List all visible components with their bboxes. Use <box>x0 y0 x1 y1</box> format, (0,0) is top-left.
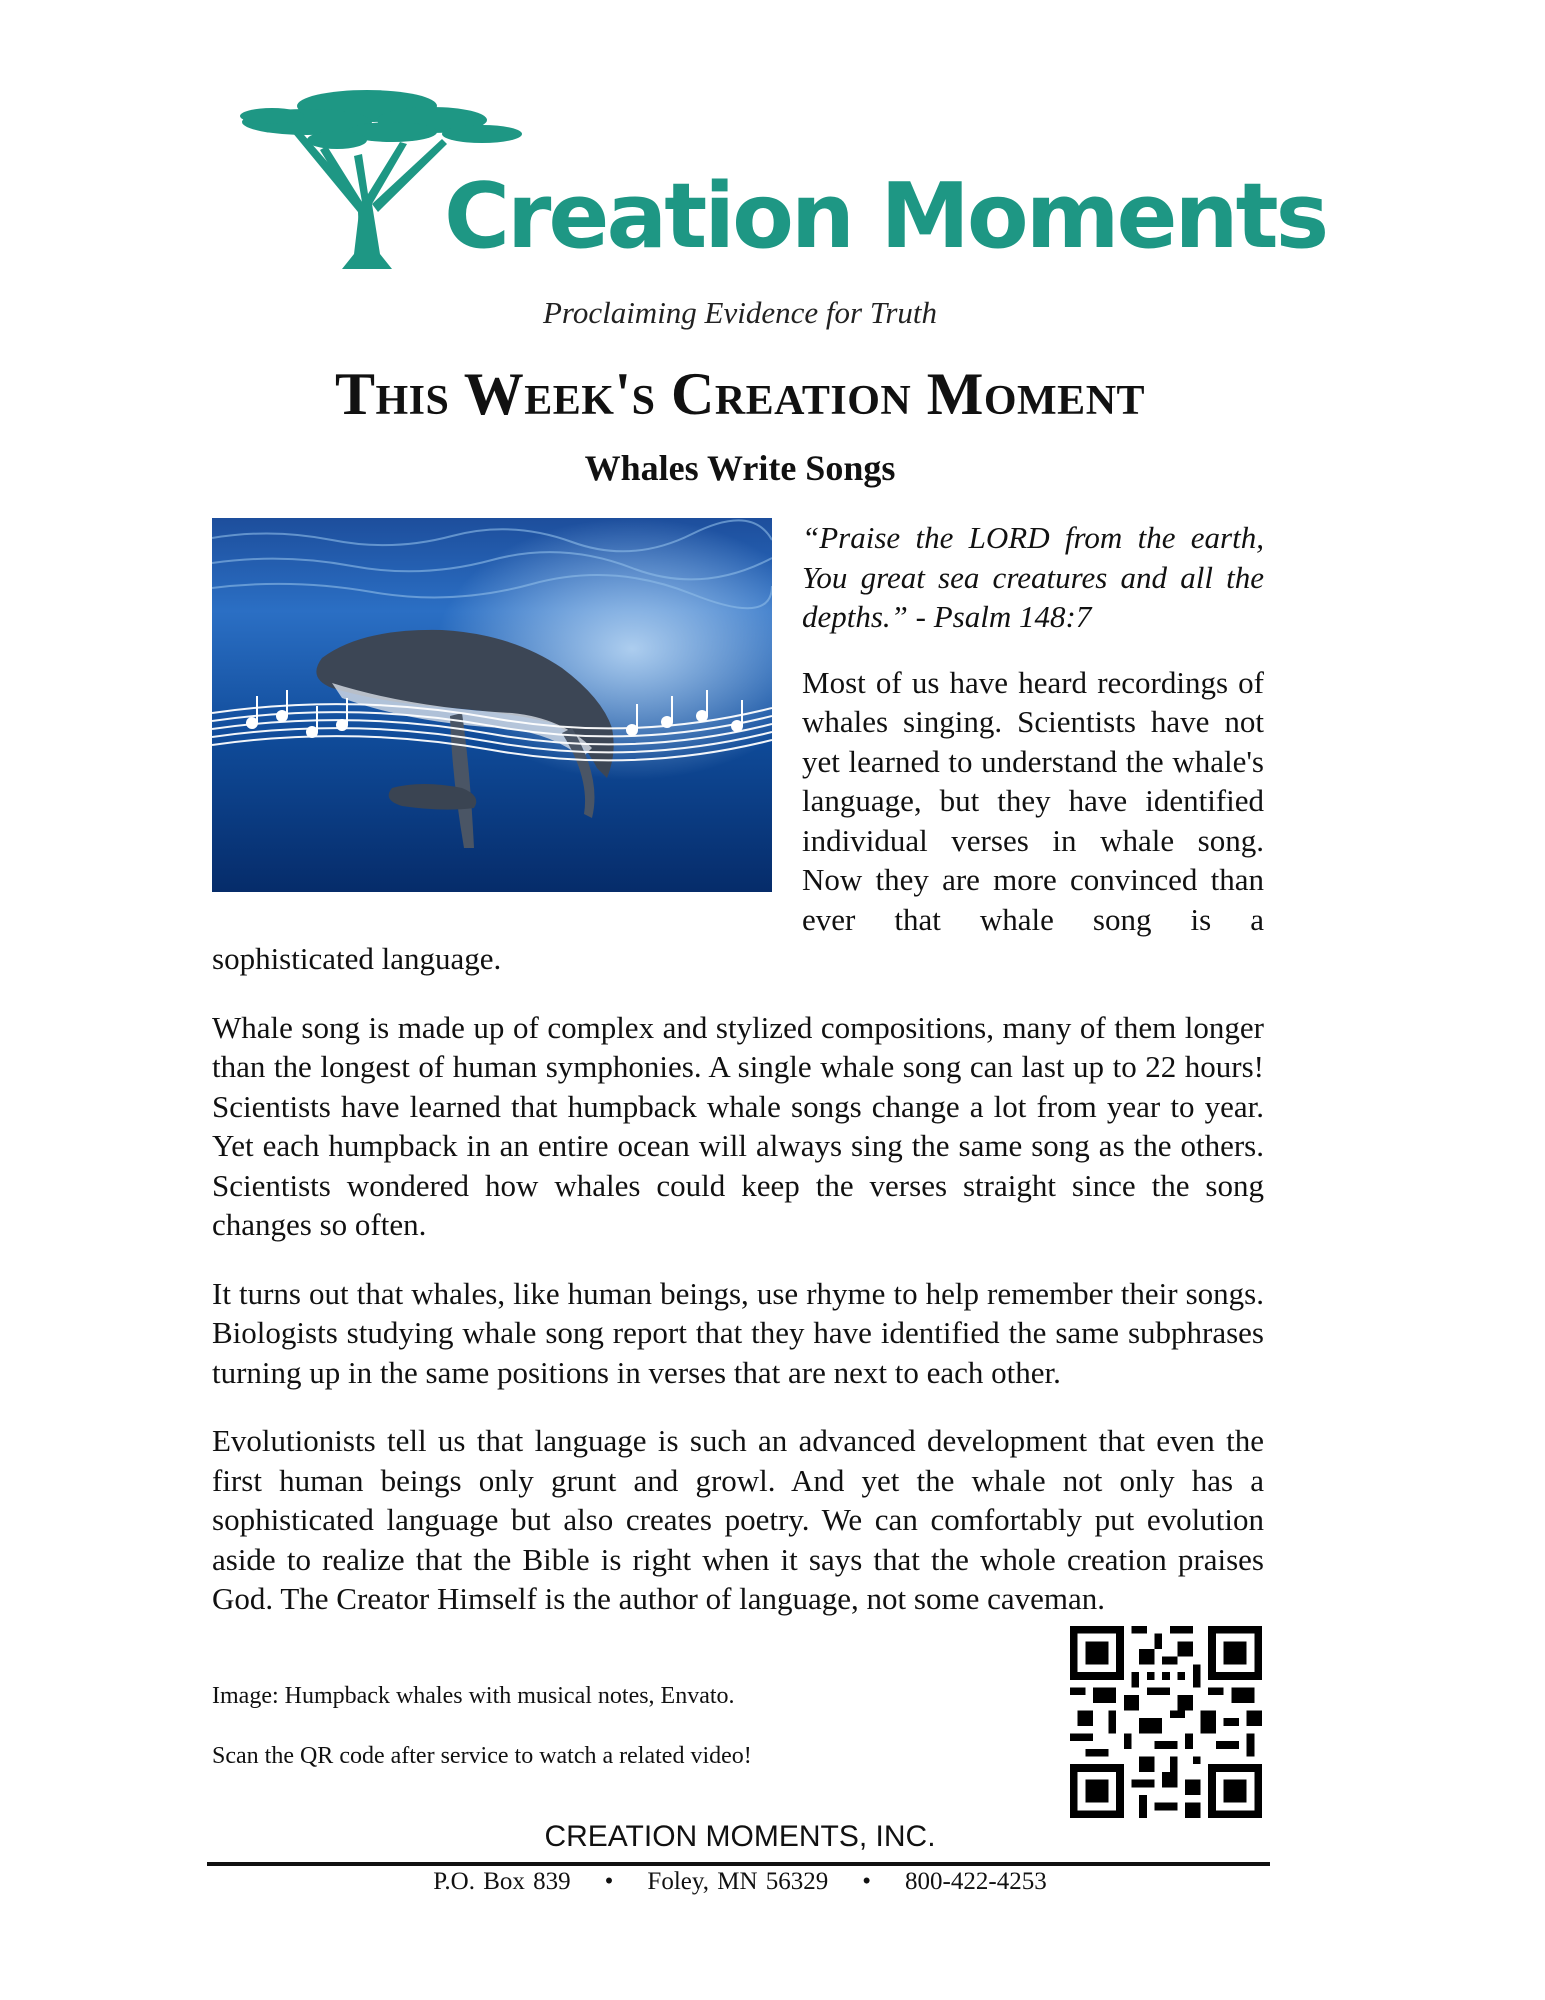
qr-code[interactable] <box>1070 1626 1262 1818</box>
contact-info <box>0 1868 1480 1896</box>
separator-bullet: • <box>604 1868 614 1895</box>
article-title: Whales Write Songs <box>584 448 896 488</box>
humpback-whales-image <box>212 518 772 892</box>
creation-moments-logo <box>232 84 1327 274</box>
article-paragraph: Most of us have heard recordings of whales singing. Scientists have not yet learned to understand the whale's language, but they have identified individual verses in whale song. Now they are more convinced than ever that whale song is a sophisticated language. <box>212 664 1264 976</box>
article-paragraph: It turns out that whales, like human beings, use rhyme to help remember their songs. Biologists studying whale song report that they have identified the same subphrases turning up in the same positions in verses that are next to each other. <box>212 1275 1264 1390</box>
separator-bullet: • <box>862 1868 872 1895</box>
city-address: Foley, MN 56329 <box>647 1868 829 1895</box>
company-name: CREATION MOMENTS, INC. <box>544 1820 936 1853</box>
page-title: This Week's Creation Moment <box>334 361 1146 427</box>
article-paragraph: Whale song is made up of complex and stylized compositions, many of them longer than the longest of human symphonies. A single whale song can last up to 22 hours! Scientists have learned that humpback whale songs change a lot from year to year. Yet each humpback in an entire ocean will always sing the same song as the others. Scientists wondered how whales could keep the verses straight since the song changes so often. <box>212 1009 1264 1242</box>
image-credit: Image: Humpback whales with musical notes, Envato. <box>212 1683 735 1709</box>
footer-divider <box>207 1862 1270 1866</box>
scripture-verse: “Praise the LORD from the earth, You great sea creatures and all the depths.” - Psalm 148:7 <box>802 520 1264 634</box>
article-paragraph: Evolutionists tell us that language is such an advanced development that even the first human beings only grunt and growl. And yet the whale not only has a sophisticated language but also creates poetry. We can comfortably put evolution aside to realize that the Bible is right when it says that the whole creation praises God. The Creator Himself is the author of language, not some caveman. <box>212 1423 1264 1616</box>
scan-qr-note: Scan the QR code after service to watch a related video! <box>212 1743 752 1769</box>
phone-number: 800-422-4253 <box>905 1868 1047 1895</box>
po-box: P.O. Box 839 <box>433 1868 571 1895</box>
brand-name: Creation Moments <box>444 164 1327 269</box>
tagline: Proclaiming Evidence for Truth <box>542 295 938 330</box>
article-body <box>212 518 1264 1648</box>
